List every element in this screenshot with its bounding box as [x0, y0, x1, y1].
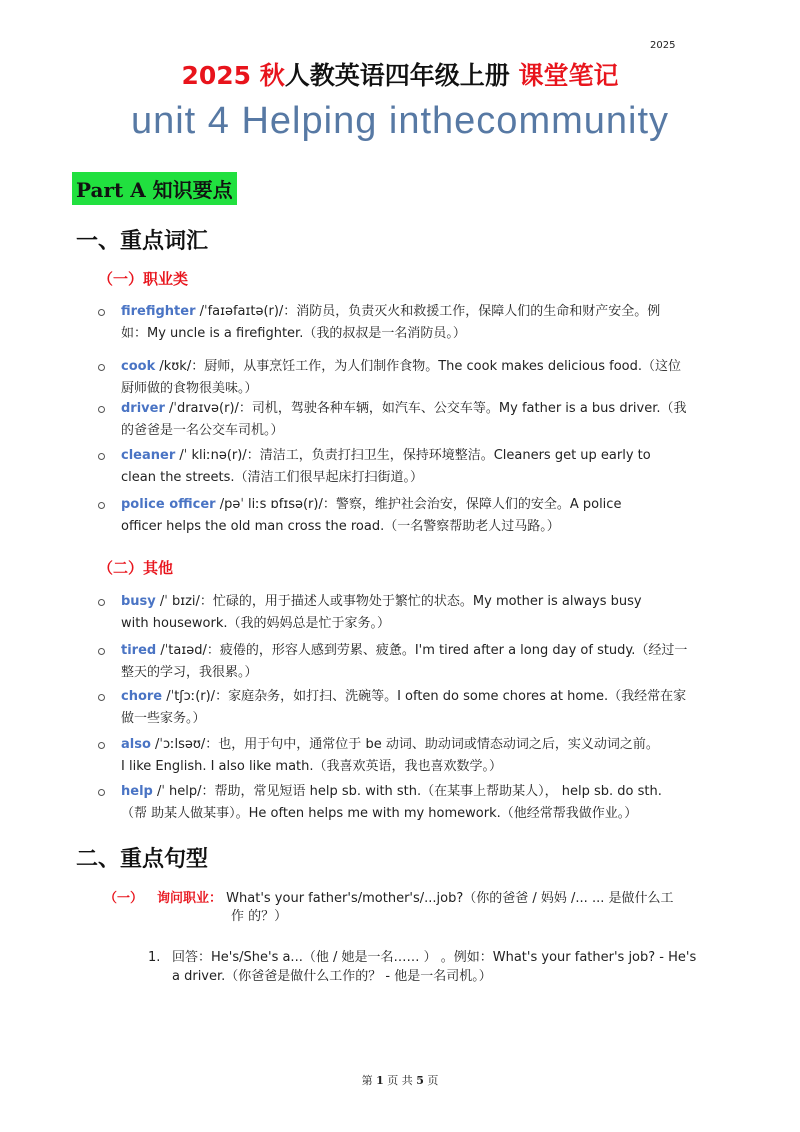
vocab-example: 做一些家务。）	[121, 711, 206, 726]
vocab-def: /ˈ help/：帮助，常见短语 help sb. with sth.（在某事上帮助某人）， help sb. do sth.	[152, 784, 662, 799]
vocab-example: 整天的学习，我很累。）	[121, 665, 258, 680]
bullet-icon	[98, 453, 105, 460]
vocab-example: officer helps the old man cross the road.（一名警察帮助老人过马路。）	[121, 519, 560, 534]
sentence-pattern-label: 询问职业：	[157, 891, 223, 906]
answer-line2: a driver.（你爸爸是做什么工作的？ - 他是一名司机。）	[172, 969, 492, 984]
vocab-word: also	[121, 737, 151, 752]
footer-suffix: 页	[423, 1074, 439, 1087]
title-book: 人教英语四年级上册	[284, 61, 510, 90]
vocab-example: I like English. I also like math.（我喜欢英语，我也喜欢数学。）	[121, 759, 503, 774]
vocab-def: /kʊk/：厨师，从事烹饪工作，为人们制作食物。The cook makes delicious food.（这位	[155, 359, 682, 374]
footer-middle: 页 共	[383, 1074, 417, 1087]
vocab-item-also	[98, 734, 730, 778]
vocab-item-police-officer	[98, 494, 730, 538]
sentence-pattern-number: （一）	[104, 891, 144, 906]
bullet-icon	[98, 789, 105, 796]
vocab-def: /pəˈ liːs ɒfɪsə(r)/：警察，维护社会治安，保障人们的安全。A police	[215, 497, 622, 512]
sentence-pattern-ask-job	[104, 890, 734, 926]
vocab-word: firefighter	[121, 304, 196, 319]
vocab-example: （帮 助某人做某事）。He often helps me with my homework.（他经常帮我做作业。）	[121, 806, 638, 821]
vocab-word: busy	[121, 594, 156, 609]
vocab-item-driver	[98, 398, 730, 442]
subsection-other-heading: （二）其他	[98, 559, 174, 577]
vocab-def: /ˈtʃɔː(r)/：家庭杂务，如打扫、洗碗等。I often do some chores at home.（我经常在家	[162, 689, 687, 704]
title-year-season: 2025 秋	[181, 61, 285, 90]
sentence-pattern-line2: 作 的？）	[231, 909, 288, 924]
vocab-example: clean the streets.（清洁工们很早起床打扫街道。）	[121, 470, 423, 485]
current-page-number: 1	[376, 1074, 384, 1087]
subsection-occupations-heading: （一）职业类	[98, 270, 189, 288]
vocab-def: /ˈ kliːnə(r)/：清洁工，负责打扫卫生，保持环境整洁。Cleaners get up early to	[175, 448, 651, 463]
vocab-word: cook	[121, 359, 156, 374]
vocab-word: chore	[121, 689, 163, 704]
answer-line1: 回答：He's/She's a...（他 / 她是一名…… ） 。例如：What's your father's job? - He's	[172, 950, 697, 965]
total-page-count: 5	[416, 1074, 424, 1087]
bullet-icon	[98, 502, 105, 509]
title-notes: 课堂笔记	[518, 61, 619, 90]
vocab-def: /ˈ bɪzi/：忙碌的，用于描述人或事物处于繁忙的状态。My mother is always busy	[155, 594, 642, 609]
bullet-icon	[98, 694, 105, 701]
corner-year: 2025	[650, 40, 676, 51]
vocab-def: /ˈtaɪəd/：疲倦的，形容人感到劳累、疲惫。I'm tired after a long day of study.（经过一	[156, 643, 688, 658]
answer-number: 1.	[148, 950, 161, 965]
vocab-word: tired	[121, 643, 157, 658]
bullet-icon	[98, 742, 105, 749]
vocab-word: driver	[121, 401, 165, 416]
vocab-def: /ˈdraɪvə(r)/：司机，驾驶各种车辆，如汽车、公交车等。My father is a bus driver.（我	[164, 401, 687, 416]
bullet-icon	[98, 599, 105, 606]
vocab-item-tired	[98, 640, 730, 684]
vocab-item-cook	[98, 356, 730, 400]
vocab-item-chore	[98, 686, 730, 730]
vocab-example: with housework.（我的妈妈总是忙于家务。）	[121, 616, 391, 631]
answer-item	[148, 948, 728, 986]
bullet-icon	[98, 309, 105, 316]
vocab-item-busy	[98, 591, 730, 635]
document-title	[0, 56, 800, 92]
vocab-def: /ˈɔːlsəʊ/：也，用于句中，通常位于 be 动词、助动词或情态动词之后，实义动词之前。	[150, 737, 659, 752]
page-footer	[0, 1072, 800, 1088]
section-sentences-heading: 二、重点句型	[76, 846, 209, 872]
vocab-def: /ˈfaɪəfaɪtə(r)/：消防员，负责灭火和救援工作，保障人们的生命和财产安全。例	[195, 304, 661, 319]
section-vocabulary-heading: 一、重点词汇	[76, 228, 209, 254]
vocab-example: 如：My uncle is a firefighter.（我的叔叔是一名消防员。）	[121, 326, 466, 341]
vocab-word: police officer	[121, 497, 216, 512]
bullet-icon	[98, 406, 105, 413]
vocab-item-help	[98, 781, 730, 825]
vocab-word: help	[121, 784, 153, 799]
vocab-word: cleaner	[121, 448, 176, 463]
part-a-heading: Part A 知识要点	[72, 172, 237, 205]
unit-title: unit 4 Helping inthecommunity	[130, 100, 670, 142]
footer-prefix: 第	[361, 1074, 377, 1087]
vocab-example: 的爸爸是一名公交车司机。）	[121, 423, 284, 438]
bullet-icon	[98, 364, 105, 371]
sentence-pattern-line1: What's your father's/mother's/...job?（你的爸爸 / 妈妈 /... ... 是做什么工	[226, 891, 674, 906]
vocab-item-firefighter	[98, 301, 730, 345]
vocab-item-cleaner	[98, 445, 730, 489]
bullet-icon	[98, 648, 105, 655]
vocab-example: 厨师做的食物很美味。）	[121, 381, 258, 396]
